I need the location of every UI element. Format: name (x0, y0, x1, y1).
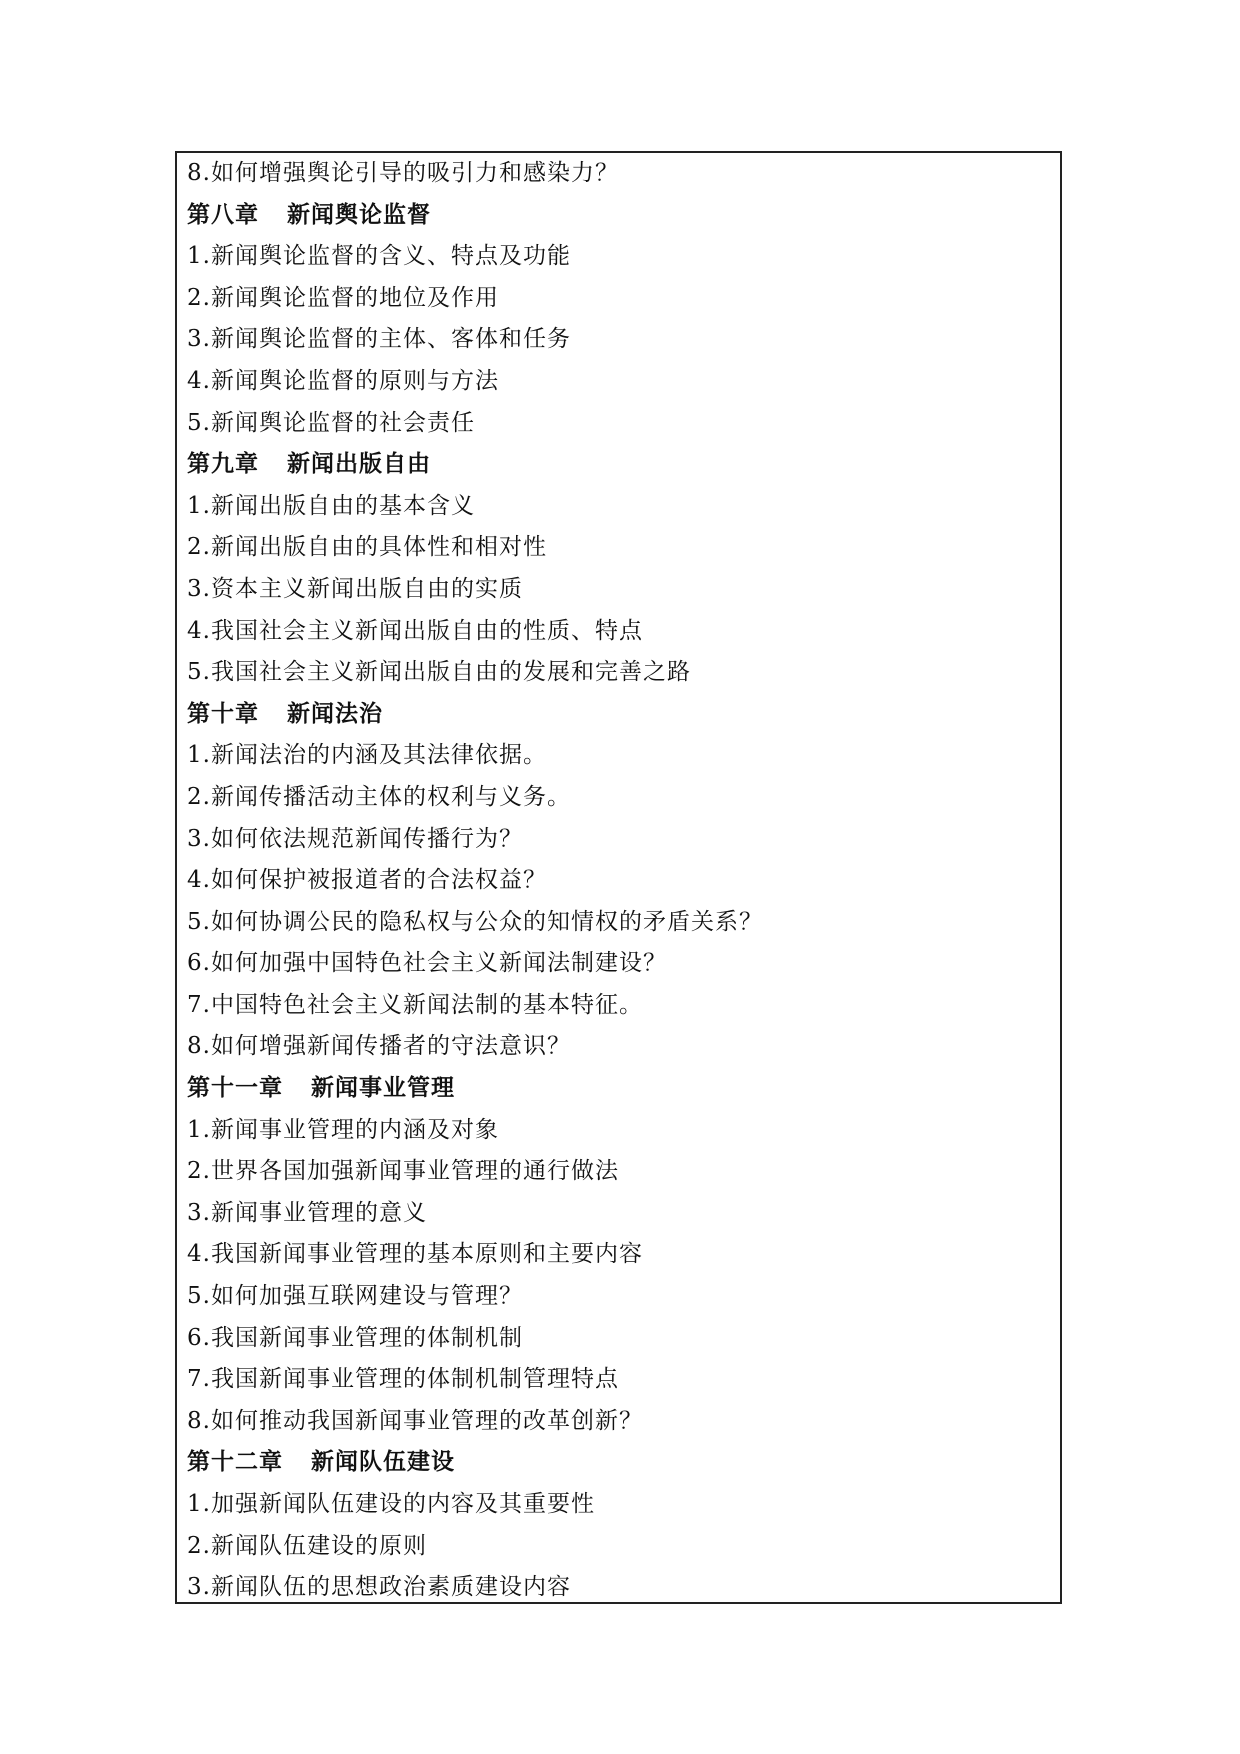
chapter-number: 第十一章 (187, 1075, 283, 1102)
outline-item: 3.资本主义新闻出版自由的实质 (187, 575, 523, 602)
outline-item: 5.我国社会主义新闻出版自由的发展和完善之路 (187, 659, 691, 686)
outline-item: 4.我国新闻事业管理的基本原则和主要内容 (187, 1241, 643, 1268)
chapter-heading (187, 694, 1050, 736)
outline-item: 4.新闻舆论监督的原则与方法 (187, 367, 499, 394)
outline-item: 8.如何增强新闻传播者的守法意识？ (187, 1033, 571, 1060)
outline-item: 3.新闻队伍的思想政治素质建设内容 (187, 1574, 571, 1601)
chapter-title: 新闻事业管理 (311, 1075, 455, 1102)
chapter-title: 新闻法治 (287, 700, 383, 727)
outline-item: 2.新闻传播活动主体的权利与义务。 (187, 783, 571, 810)
outline-item: 5.如何协调公民的隐私权与公众的知情权的矛盾关系？ (187, 908, 763, 935)
outline-item: 7.我国新闻事业管理的体制机制管理特点 (187, 1366, 619, 1393)
outline-item: 1.新闻舆论监督的含义、特点及功能 (187, 243, 571, 270)
outline-item: 5.新闻舆论监督的社会责任 (187, 409, 475, 436)
outline-item: 8.如何增强舆论引导的吸引力和感染力？ (187, 160, 619, 186)
outline-item: 3.新闻舆论监督的主体、客体和任务 (187, 326, 571, 353)
outline-item: 2.世界各国加强新闻事业管理的通行做法 (187, 1158, 619, 1185)
chapter-heading (187, 1068, 1050, 1110)
outline-item: 6.我国新闻事业管理的体制机制 (187, 1324, 523, 1351)
outline-item: 7.中国特色社会主义新闻法制的基本特征。 (187, 991, 643, 1018)
outline-item: 2.新闻出版自由的具体性和相对性 (187, 534, 547, 561)
chapter-number: 第十章 (187, 700, 259, 727)
outline-item: 5.如何加强互联网建设与管理？ (187, 1283, 523, 1310)
outline-item: 1.新闻出版自由的基本含义 (187, 492, 475, 519)
outline-item: 1.新闻法治的内涵及其法律依据。 (187, 742, 547, 769)
outline-table-cell (175, 151, 1062, 1604)
outline-item: 1.加强新闻队伍建设的内容及其重要性 (187, 1491, 595, 1517)
outline-item: 3.如何依法规范新闻传播行为？ (187, 825, 523, 852)
chapter-number: 第八章 (187, 201, 259, 228)
chapter-title: 新闻出版自由 (287, 451, 431, 478)
outline-item: 4.如何保护被报道者的合法权益？ (187, 867, 547, 894)
chapter-number: 第十二章 (187, 1449, 283, 1476)
outline-item: 2.新闻舆论监督的地位及作用 (187, 284, 499, 311)
outline-content (187, 153, 1050, 1609)
chapter-heading (187, 1442, 1050, 1484)
chapter-heading (187, 444, 1050, 486)
chapter-title: 新闻队伍建设 (311, 1449, 455, 1476)
outline-item: 2.新闻队伍建设的原则 (187, 1532, 427, 1559)
outline-item: 8.如何推动我国新闻事业管理的改革创新？ (187, 1407, 643, 1434)
chapter-number: 第九章 (187, 451, 259, 478)
outline-item: 3.新闻事业管理的意义 (187, 1199, 427, 1226)
chapter-title: 新闻舆论监督 (287, 201, 431, 228)
chapter-heading (187, 195, 1050, 237)
outline-item: 4.我国社会主义新闻出版自由的性质、特点 (187, 617, 643, 644)
outline-item: 6.如何加强中国特色社会主义新闻法制建设？ (187, 950, 667, 977)
outline-item: 1.新闻事业管理的内涵及对象 (187, 1116, 499, 1143)
